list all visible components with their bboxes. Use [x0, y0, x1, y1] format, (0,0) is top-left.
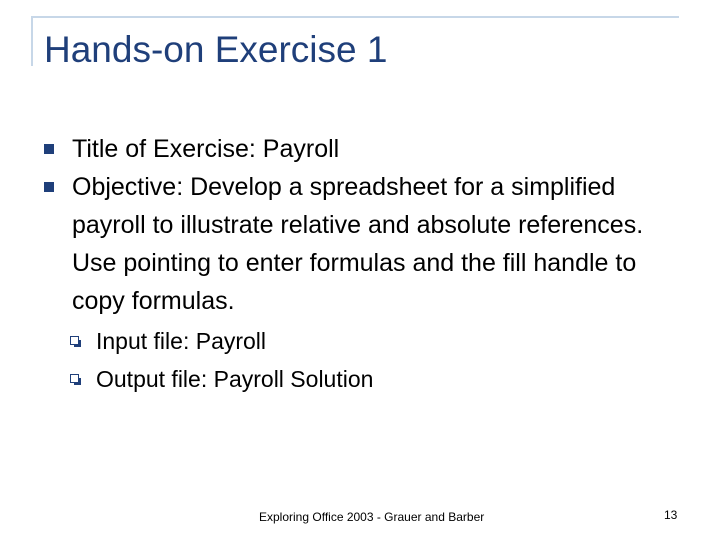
hollow-square-bullet-icon [70, 336, 79, 345]
footer-text: Exploring Office 2003 - Grauer and Barber [259, 510, 485, 524]
title-frame-left [31, 16, 33, 66]
bullet-text: Objective: Develop a spreadsheet for a simplified payroll to illustrate relative and absolute references. Use pointing to enter formulas and the fill handle to copy formulas. [72, 173, 644, 315]
subbullet-text: Input file: Payroll [96, 328, 267, 354]
bullet-text: Title of Exercise: Payroll [72, 135, 340, 163]
square-bullet-icon [44, 182, 54, 192]
bullet-item [0, 130, 682, 168]
subbullet-text: Output file: Payroll Solution [96, 366, 374, 392]
bullet-item [0, 168, 682, 320]
title-frame-top [31, 16, 679, 18]
subbullet-item [0, 322, 720, 360]
hollow-square-bullet-icon [70, 374, 79, 383]
subbullet-item [0, 360, 720, 398]
page-number: 13 [664, 508, 678, 522]
bullet-list [0, 130, 720, 398]
subbullet-list [0, 322, 720, 398]
square-bullet-icon [44, 144, 54, 154]
slide-title: Hands-on Exercise 1 [44, 29, 388, 70]
